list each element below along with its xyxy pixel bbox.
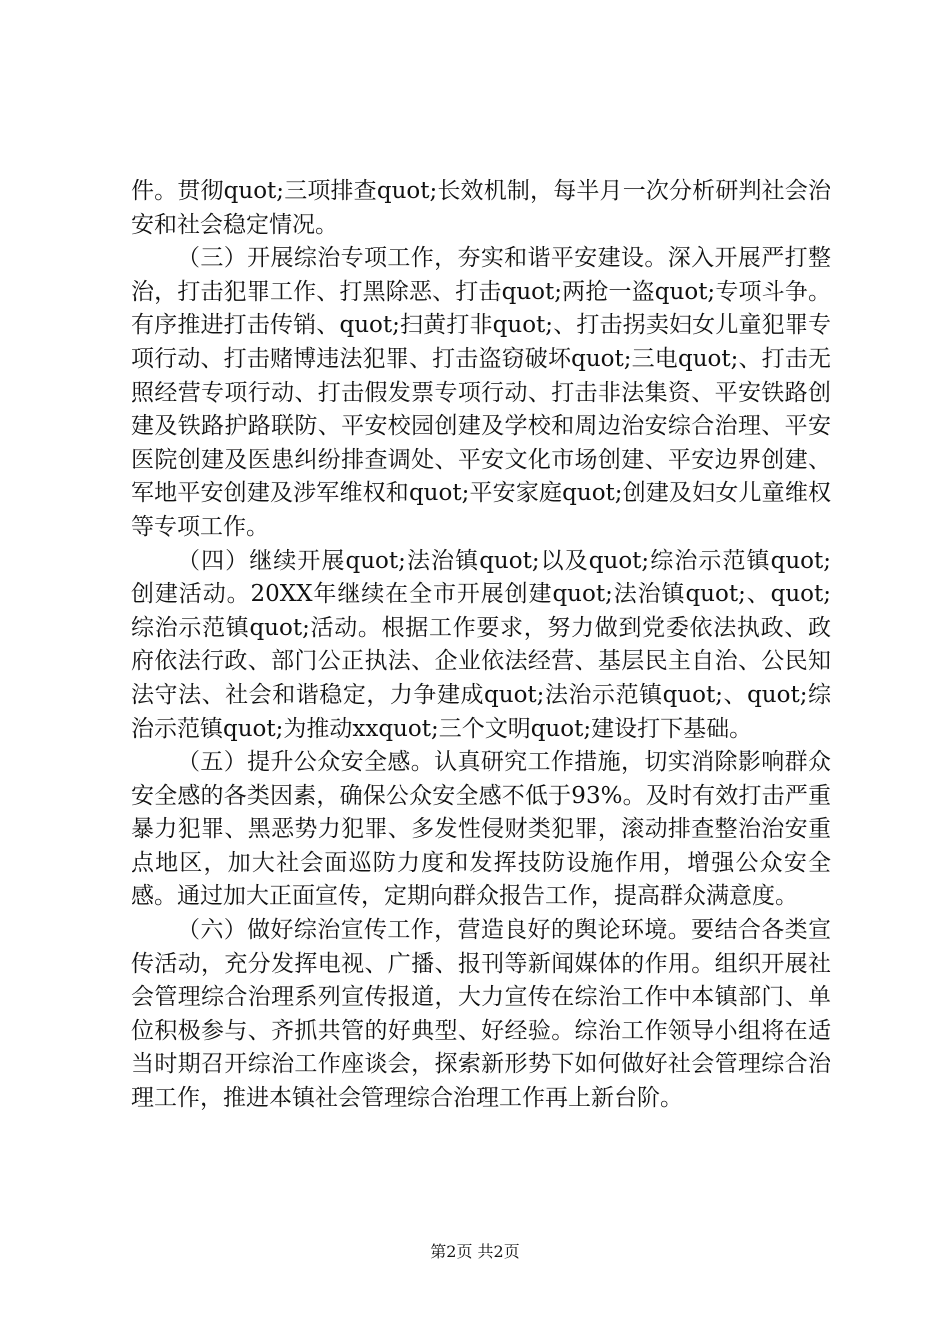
paragraph-section-6: （六）做好综治宣传工作，营造良好的舆论环境。要结合各类宣传活动，充分发挥电视、广播、报刊等新闻媒体的作用。组织开展社会管理综合治理系列宣传报道，大力宣传在综治工作中本镇部门、单位积极参与、齐抓共管的好典型、好经验。综治工作领导小组将在适当时期召开综治工作座谈会，探索新形势下如何做好社会管理综合治理工作，推进本镇社会管理综合治理工作再上新台阶。	[131, 917, 831, 1112]
document-body	[131, 175, 831, 1116]
page-footer: 第2页 共2页	[430, 1242, 520, 1261]
paragraph-section-5: （五）提升公众安全感。认真研究工作措施，切实消除影响群众安全感的各类因素，确保公众安全感不低于93%。及时有效打击严重暴力犯罪、黑恶势力犯罪、多发性侵财类犯罪，滚动排查整治治安重点地区，加大社会面巡防力度和发挥技防设施作用，增强公众安全感。通过加大正面宣传，定期向群众报告工作，提高群众满意度。	[131, 749, 831, 910]
paragraph-continuation: 件。贯彻quot;三项排查quot;长效机制，每半月一次分析研判社会治安和社会稳定情况。	[131, 178, 831, 238]
paragraph-section-4: （四）继续开展quot;法治镇quot;以及quot;综治示范镇quot;创建活动。20XX年继续在全市开展创建quot;法治镇quot;、quot;综治示范镇quot;活动。根据工作要求，努力做到党委依法执政、政府依法行政、部门公正执法、企业依法经营、基层民主自治、公民知法守法、社会和谐稳定，力争建成quot;法治示范镇quot;、quot;综治示范镇quot;为推动xxquot;三个文明quot;建设打下基础。	[131, 547, 831, 742]
paragraph-section-3: （三）开展综治专项工作，夯实和谐平安建设。深入开展严打整治，打击犯罪工作、打黑除恶、打击quot;两抢一盗quot;专项斗争。有序推进打击传销、quot;扫黄打非quot;、打击拐卖妇女儿童犯罪专项行动、打击赌博违法犯罪、打击盗窃破坏quot;三电quot;、打击无照经营专项行动、打击假发票专项行动、打击非法集资、平安铁路创建及铁路护路联防、平安校园创建及学校和周边治安综合治理、平安医院创建及医患纠纷排查调处、平安文化市场创建、平安边界创建、军地平安创建及涉军维权和quot;平安家庭quot;创建及妇女儿童维权等专项工作。	[131, 245, 831, 540]
